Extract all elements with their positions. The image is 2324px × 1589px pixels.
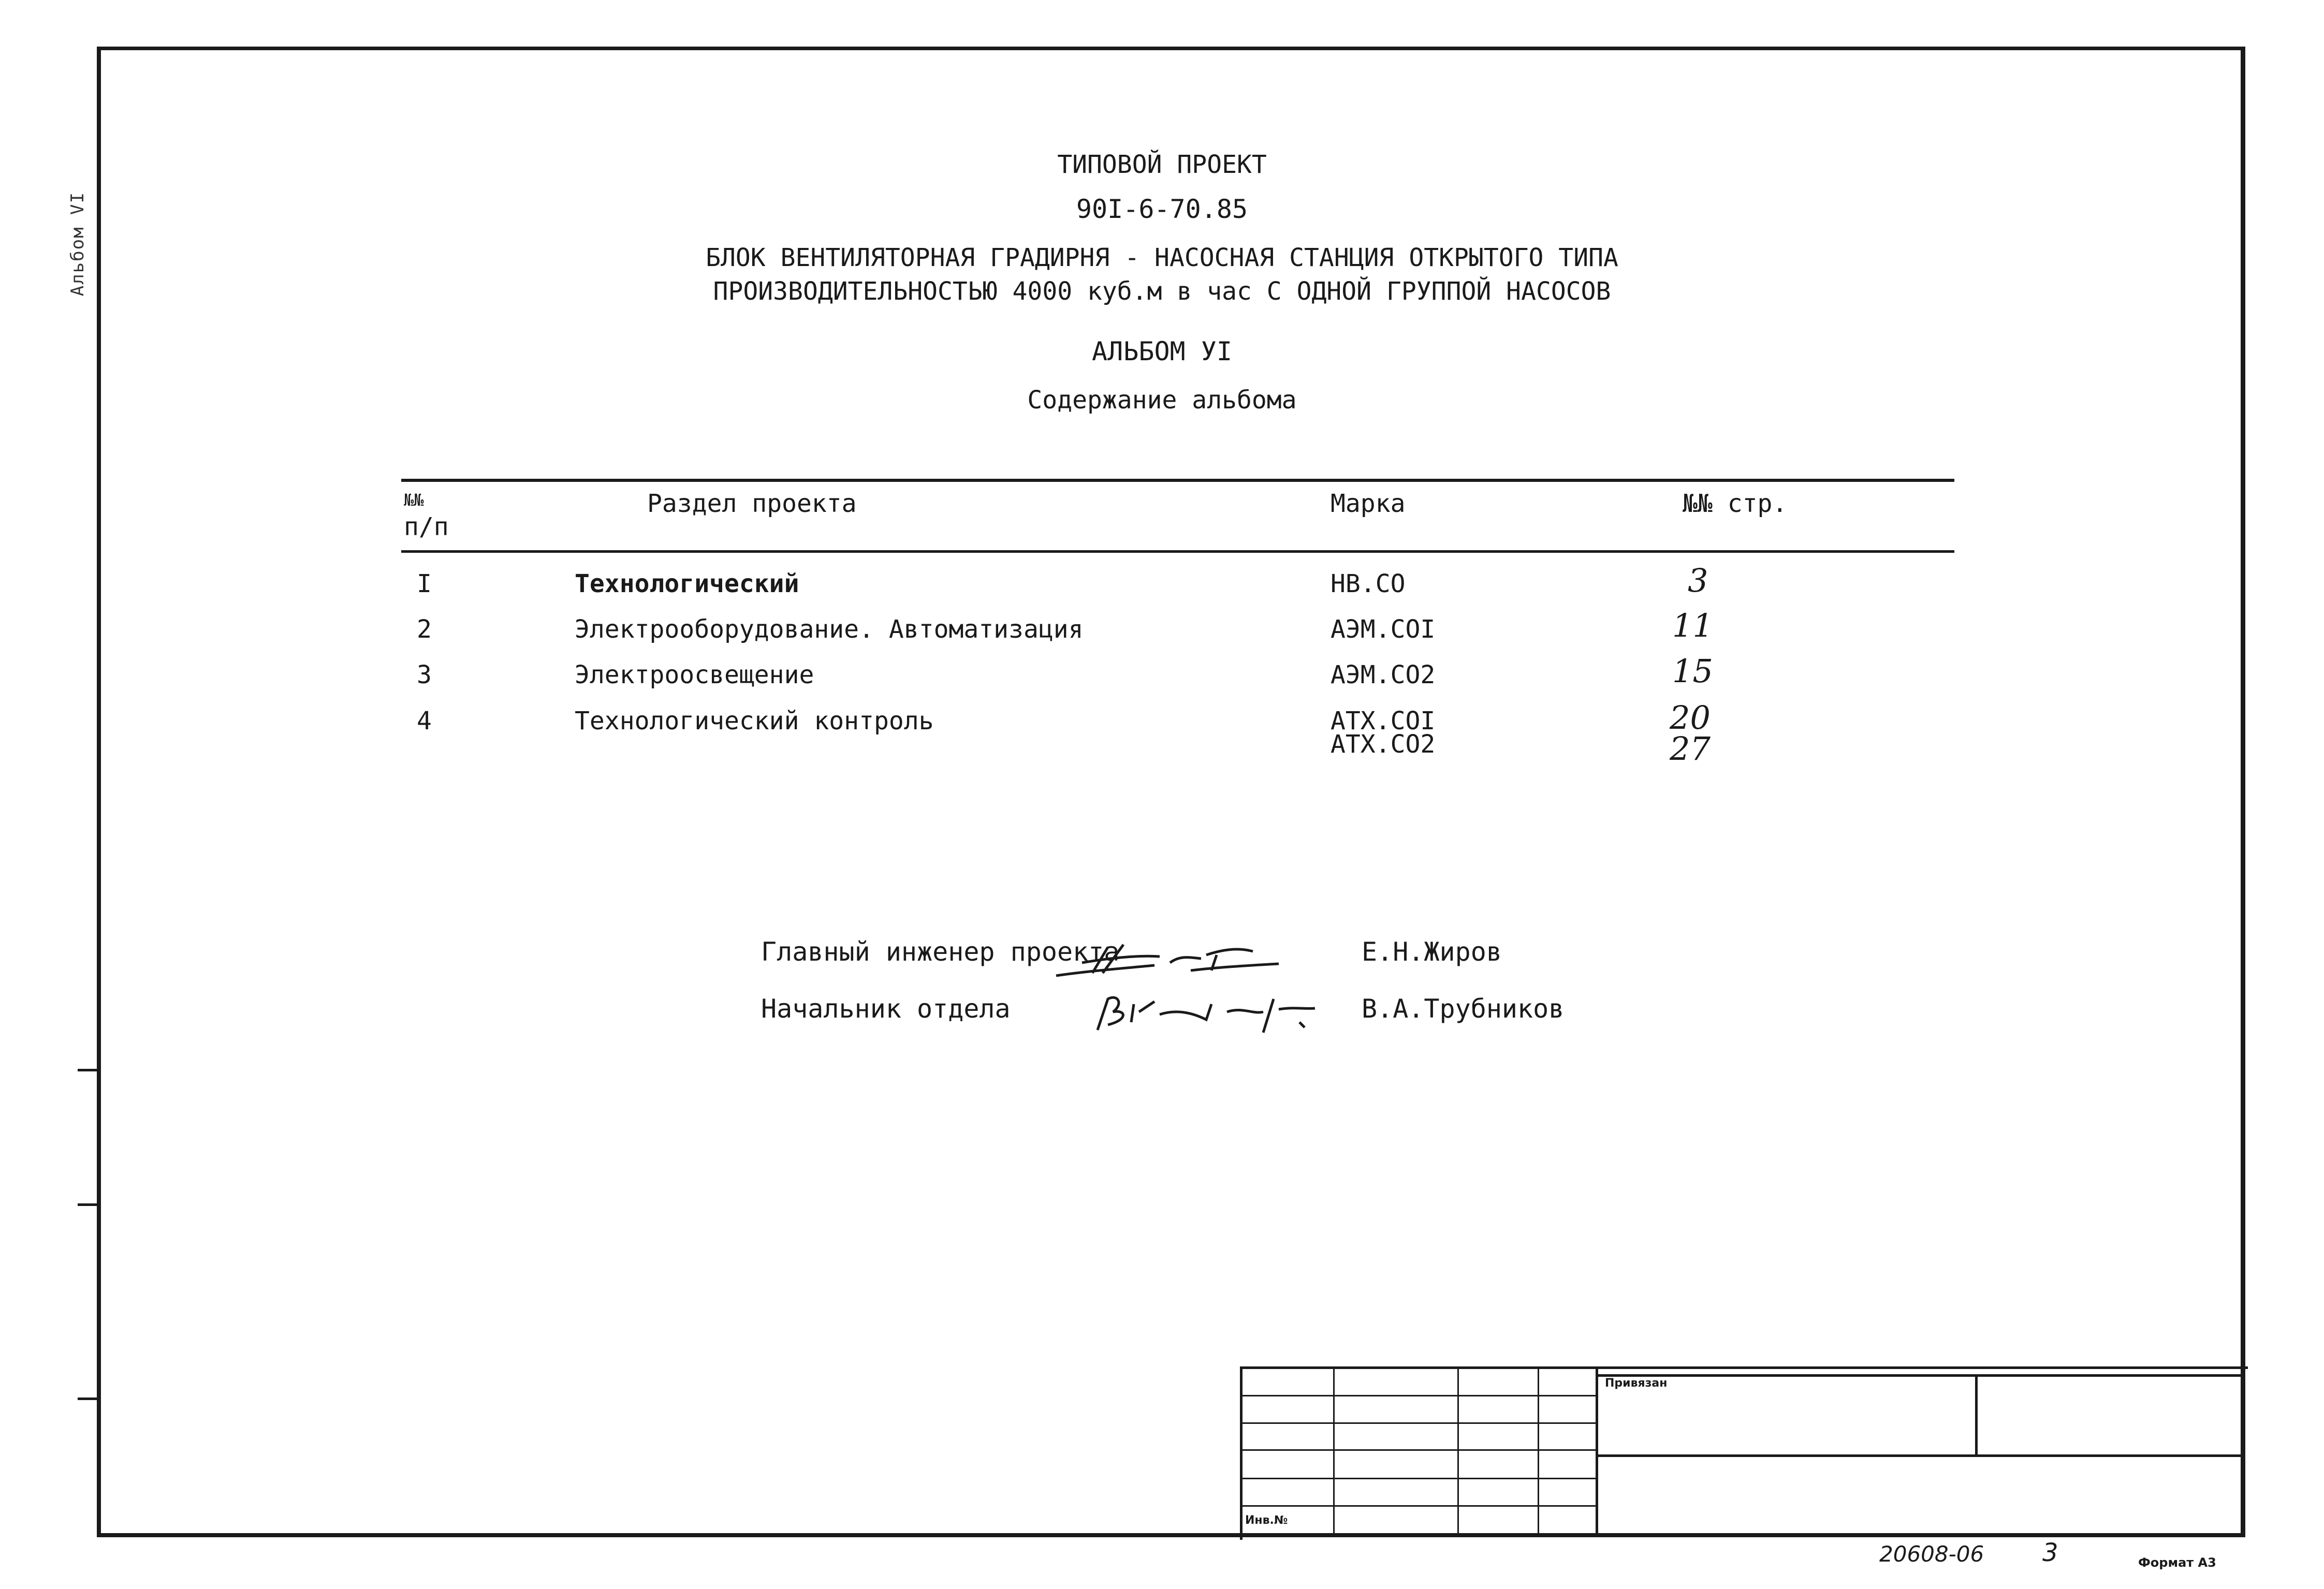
stamp-rule <box>1240 1422 1597 1424</box>
col-section-header: Раздел проекта <box>647 489 857 518</box>
chief-engineer-label: Главный инженер проекта <box>761 937 1120 967</box>
stamp-rule <box>1596 1366 1598 1537</box>
row-section: Электрооборудование. Автоматизация <box>575 615 1084 644</box>
page-number: 3 <box>2042 1538 2058 1567</box>
row-mark: АТХ.СО2 <box>1331 730 1436 759</box>
col-num-bottom: п/п <box>404 512 449 541</box>
stamp-rule <box>1975 1374 1978 1456</box>
row-page: 27 <box>1670 730 1711 768</box>
project-code: 90I-6-70.85 <box>1076 194 1248 224</box>
margin-tick <box>78 1203 98 1206</box>
contents-title: Содержание альбома <box>1027 386 1297 415</box>
col-num-top: №№ <box>404 490 424 510</box>
col-mark-header: Марка <box>1331 489 1406 518</box>
stamp-rule <box>1457 1366 1459 1537</box>
stamp-privyazan-label: Привязан <box>1605 1377 1668 1390</box>
row-section: Технологический контроль <box>575 707 934 735</box>
head-signature <box>1087 983 1356 1040</box>
row-page: 20 <box>1670 699 1711 737</box>
album-label: АЛЬБОМ УI <box>1092 336 1232 366</box>
project-title-line2: ПРОИЗВОДИТЕЛЬНОСТЬЮ 4000 куб.м в час С ОДНОЙ ГРУППОЙ НАСОСОВ <box>713 277 1611 306</box>
row-section: Электроосвещение <box>575 660 814 689</box>
row-mark: АЭМ.СО2 <box>1331 660 1436 689</box>
stamp-rule <box>1596 1454 2245 1457</box>
margin-tick <box>78 1397 98 1400</box>
row-mark: АТХ.СОI <box>1331 707 1436 735</box>
stamp-rule <box>1240 1395 1597 1396</box>
row-page: 11 <box>1672 607 1713 644</box>
paper-format: Формат А3 <box>2138 1555 2216 1570</box>
chief-signature <box>1051 926 1320 983</box>
margin-tick <box>78 1069 98 1071</box>
row-num: 2 <box>417 615 432 644</box>
row-mark: НВ.СО <box>1331 569 1406 598</box>
row-page: 3 <box>1688 562 1708 599</box>
row-mark: АЭМ.СОI <box>1331 615 1436 644</box>
row-num: 4 <box>417 707 432 735</box>
row-page: 15 <box>1672 652 1713 690</box>
department-head-label: Начальник отдела <box>761 994 1011 1024</box>
stamp-rule <box>1538 1366 1539 1537</box>
doc-type: ТИПОВОЙ ПРОЕКТ <box>1057 150 1267 179</box>
stamp-rule <box>1240 1478 1597 1479</box>
stamp-rule <box>1240 1505 1597 1507</box>
stamp-rule <box>1240 1449 1597 1451</box>
table-header-rule <box>401 550 1954 553</box>
department-head-name: В.А.Трубников <box>1362 994 1565 1024</box>
stamp-inventory-label: Инв.№ <box>1245 1514 1288 1527</box>
title-block <box>1240 1366 2248 1540</box>
row-num: 3 <box>417 660 432 689</box>
project-title-line1: БЛОК ВЕНТИЛЯТОРНАЯ ГРАДИРНЯ - НАСОСНАЯ СТАНЦИЯ ОТКРЫТОГО ТИПА <box>706 243 1618 272</box>
row-section: Технологический <box>575 569 799 598</box>
stamp-rule <box>1596 1374 2245 1377</box>
table-top-rule <box>401 479 1954 482</box>
row-num: I <box>417 569 432 598</box>
stamp-rule <box>1333 1366 1335 1537</box>
margin-album-label: Альбом VI <box>67 192 88 297</box>
col-page-header: №№ стр. <box>1683 489 1788 518</box>
chief-engineer-name: Е.Н.Жиров <box>1362 937 1502 967</box>
document-number: 20608-06 <box>1879 1541 1984 1567</box>
